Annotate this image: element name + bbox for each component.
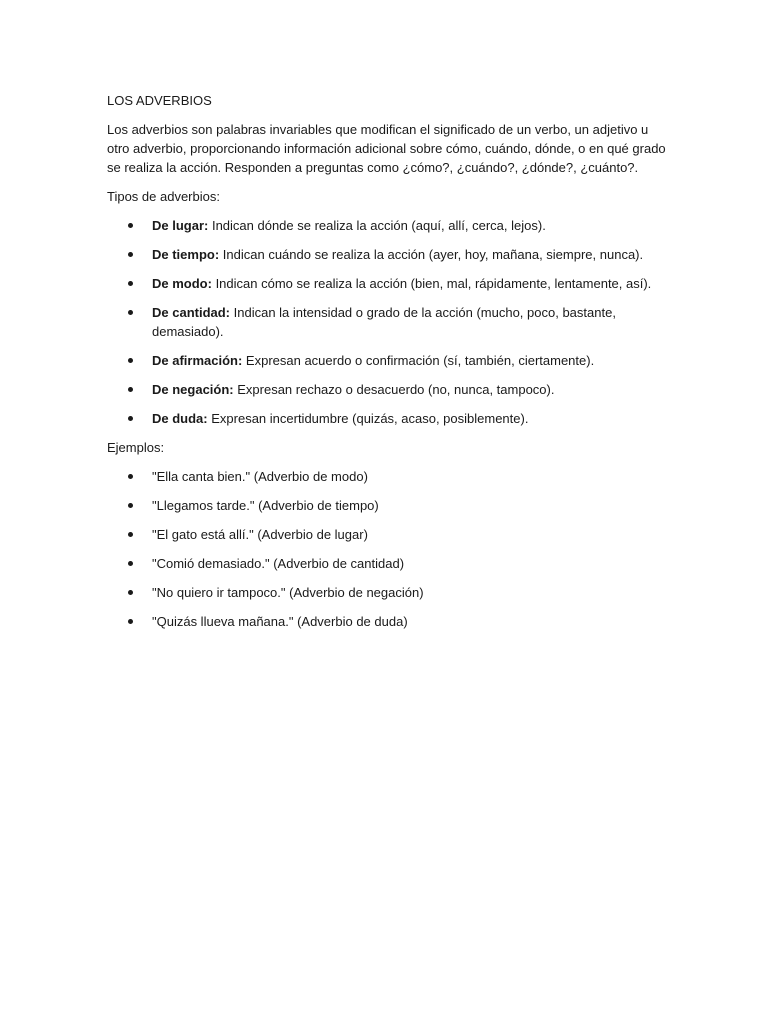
type-description: Expresan rechazo o desacuerdo (no, nunca, tampoco). — [233, 382, 555, 397]
types-list — [107, 216, 667, 428]
type-term: De modo: — [152, 276, 212, 291]
bullet-icon — [128, 387, 133, 392]
example-text: "No quiero ir tampoco." (Adverbio de negación) — [152, 585, 424, 600]
document-title: LOS ADVERBIOS — [107, 93, 212, 108]
list-item — [107, 583, 667, 602]
list-item — [107, 467, 667, 486]
list-item — [107, 303, 667, 341]
bullet-icon — [128, 503, 133, 508]
type-term: De duda: — [152, 411, 208, 426]
bullet-icon — [128, 619, 133, 624]
bullet-icon — [128, 416, 133, 421]
list-item — [107, 216, 667, 235]
type-term: De negación: — [152, 382, 234, 397]
types-heading: Tipos de adverbios: — [107, 189, 220, 204]
bullet-icon — [128, 281, 133, 286]
type-term: De afirmación: — [152, 353, 243, 368]
bullet-icon — [128, 358, 133, 363]
list-item — [107, 409, 667, 428]
example-text: "Comió demasiado." (Adverbio de cantidad) — [152, 556, 405, 571]
list-item — [107, 525, 667, 544]
example-text: "Llegamos tarde." (Adverbio de tiempo) — [152, 498, 379, 513]
type-description: Indican la intensidad o grado de la acción (mucho, poco, bastante, demasiado). — [152, 305, 616, 339]
bullet-icon — [128, 590, 133, 595]
bullet-icon — [128, 561, 133, 566]
document-page — [107, 91, 667, 641]
bullet-icon — [128, 252, 133, 257]
type-term: De cantidad: — [152, 305, 231, 320]
type-term: De tiempo: — [152, 247, 220, 262]
type-description: Expresan acuerdo o confirmación (sí, también, ciertamente). — [242, 353, 595, 368]
example-text: "Quizás llueva mañana." (Adverbio de duda) — [152, 614, 408, 629]
list-item — [107, 496, 667, 515]
example-text: "Ella canta bien." (Adverbio de modo) — [152, 469, 368, 484]
bullet-icon — [128, 532, 133, 537]
examples-heading: Ejemplos: — [107, 440, 165, 455]
example-text: "El gato está allí." (Adverbio de lugar) — [152, 527, 368, 542]
bullet-icon — [128, 474, 133, 479]
type-description: Indican cuándo se realiza la acción (ayer, hoy, mañana, siempre, nunca). — [219, 247, 644, 262]
bullet-icon — [128, 310, 133, 315]
list-item — [107, 554, 667, 573]
list-item — [107, 274, 667, 293]
type-description: Indican cómo se realiza la acción (bien, mal, rápidamente, lentamente, así). — [211, 276, 652, 291]
examples-list — [107, 467, 667, 631]
list-item — [107, 245, 667, 264]
intro-paragraph: Los adverbios son palabras invariables que modifican el significado de un verbo, un adjetivo u otro adverbio, proporcionando información adicional sobre cómo, cuándo, dónde, o en qué grado se realiza la acción. Responden a preguntas como ¿cómo?, ¿cuándo?, ¿dónde?, ¿cuánto?. — [107, 122, 666, 175]
type-term: De lugar: — [152, 218, 209, 233]
list-item — [107, 380, 667, 399]
bullet-icon — [128, 223, 133, 228]
type-description: Indican dónde se realiza la acción (aquí, allí, cerca, lejos). — [208, 218, 546, 233]
list-item — [107, 612, 667, 631]
list-item — [107, 351, 667, 370]
type-description: Expresan incertidumbre (quizás, acaso, posiblemente). — [207, 411, 529, 426]
